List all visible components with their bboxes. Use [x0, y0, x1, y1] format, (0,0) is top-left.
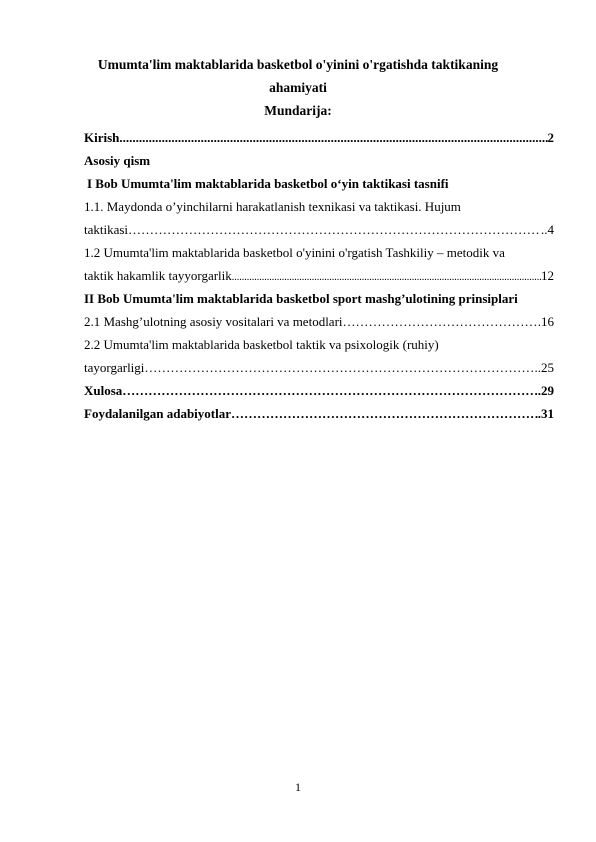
toc-entry-text: 2.1 Mashg’ulotning asosiy vositalari va metodlari	[84, 314, 343, 329]
toc-entry-text: Foydalanilgan adabiyotlar	[84, 406, 231, 421]
toc-entry-text: Xulosa	[84, 383, 123, 398]
toc-entry-text: Kirish	[84, 130, 120, 145]
toc-entry-1-1-line-2[interactable]	[84, 222, 554, 238]
toc-leader-dots	[122, 383, 537, 399]
toc-leader-dots	[232, 268, 541, 286]
toc-entry-2-2-line-1[interactable]: 2.2 Umumta'lim maktablarida basketbol taktik va psixologik (ruhiy)	[84, 337, 439, 352]
toc-section-asosiy: Asosiy qism	[84, 153, 151, 168]
toc-entry-xulosa[interactable]	[84, 383, 554, 399]
toc-page-number: .31	[537, 406, 554, 421]
toc-page-number: .29	[537, 383, 554, 398]
toc-entry-adabiyotlar[interactable]	[84, 406, 554, 422]
toc-page-number: 2	[547, 130, 554, 145]
document-title-line-2: ahamiyati	[269, 80, 327, 95]
toc-page-number: ..4	[541, 222, 554, 237]
document-title-line-1: Umumta'lim maktablarida basketbol o'yinini o'rgatishda taktikaning	[97, 57, 499, 72]
toc-page-number: ..25	[534, 360, 554, 375]
toc-page-number: 12	[541, 268, 554, 283]
toc-leader-dots	[144, 360, 534, 376]
toc-leader-dots	[231, 406, 538, 422]
toc-leader-dots	[119, 130, 547, 146]
toc-chapter-2[interactable]: II Bob Umumta'lim maktablarida basketbol sport mashg’ulotining prinsiplari	[84, 291, 518, 306]
page-number: 1	[295, 780, 301, 794]
toc-entry-1-2-line-2[interactable]	[84, 268, 554, 286]
toc-page-number: .16	[537, 314, 554, 329]
toc-entry-1-1-line-1[interactable]: 1.1. Maydonda o’yinchilarni harakatlanish texnikasi va taktikasi. Hujum	[84, 199, 461, 214]
toc-entry-text: taktikasi	[84, 222, 129, 237]
toc-entry-text: taktik hakamlik tayyorgarlik	[84, 268, 232, 283]
contents-heading: Mundarija:	[264, 103, 332, 118]
toc-entry-2-1[interactable]	[84, 314, 554, 330]
toc-leader-dots	[343, 314, 538, 330]
toc-chapter-1[interactable]: I Bob Umumta'lim maktablarida basketbol o‘yin taktikasi tasnifi	[87, 176, 449, 191]
toc-leader-dots	[128, 222, 541, 238]
toc-entry-1-2-line-1[interactable]: 1.2 Umumta'lim maktablarida basketbol o'yinini o'rgatish Tashkiliy – metodik va	[84, 245, 505, 260]
toc-entry-2-2-line-2[interactable]	[84, 360, 554, 376]
toc-entry-text: tayorgarligi	[84, 360, 145, 375]
toc-entry-kirish[interactable]	[84, 130, 554, 146]
